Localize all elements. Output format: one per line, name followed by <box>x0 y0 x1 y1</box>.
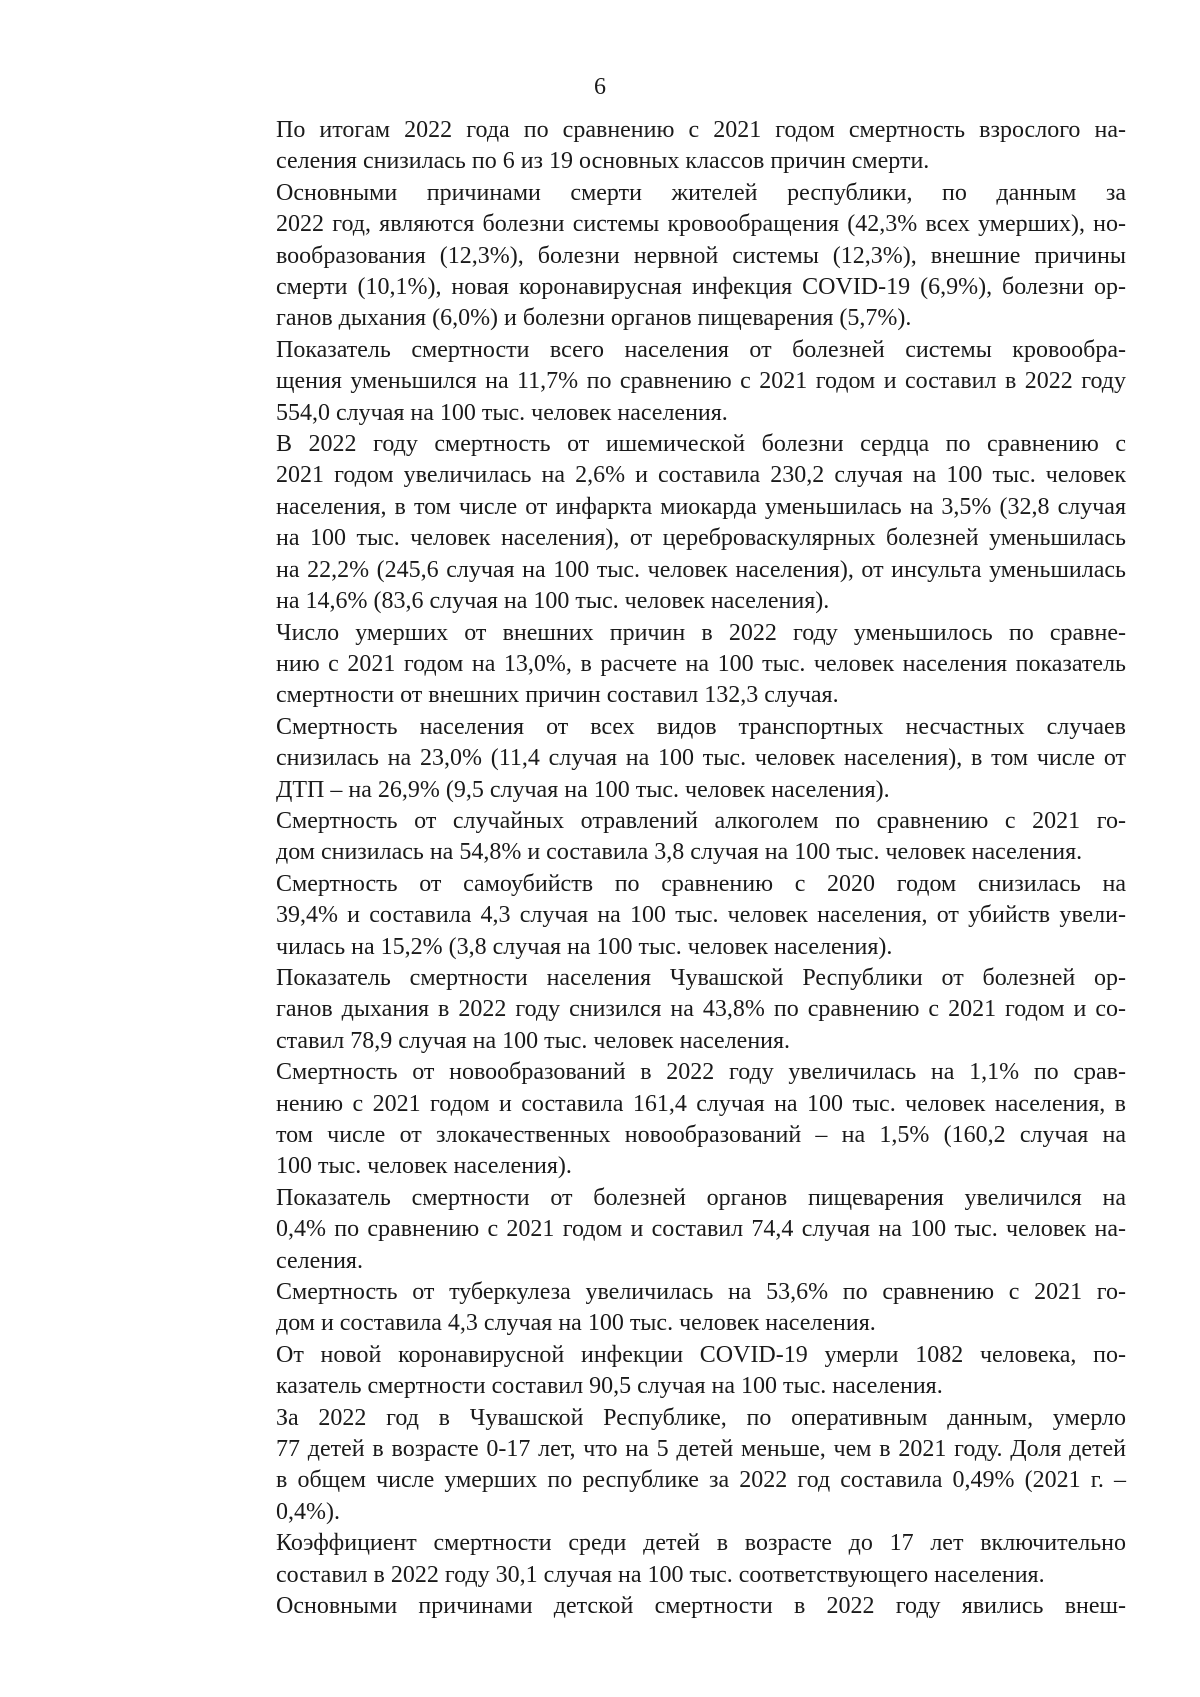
text-line: в общем числе умерших по республике за 2022 год составила 0,49% (2021 г. – <box>276 1467 1126 1494</box>
text-line: Смертность от самоубийств по сравнению с 2020 годом снизилась на <box>276 870 1126 897</box>
paragraph <box>202 1057 1126 1183</box>
text-line: смертности от внешних причин составил 132,3 случая. <box>276 682 839 709</box>
text-line: 554,0 случая на 100 тыс. человек населения. <box>276 399 728 426</box>
text-line: От новой коронавирусной инфекции COVID-19 умерли 1082 человека, по- <box>276 1341 1126 1368</box>
text-line: Смертность от случайных отравлений алкоголем по сравнению с 2021 го- <box>276 807 1126 834</box>
text-line: 0,4%). <box>276 1498 340 1525</box>
paragraph <box>202 1183 1126 1277</box>
text-line: Смертность от новообразований в 2022 году увеличилась на 1,1% по срав- <box>276 1059 1126 1086</box>
text-line: Коэффициент смертности среди детей в возрасте до 17 лет включительно <box>276 1530 1126 1557</box>
text-line: По итогам 2022 года по сравнению с 2021 годом смертность взрослого на- <box>276 117 1126 143</box>
text-line: 100 тыс. человек населения). <box>276 1153 572 1180</box>
text-line: нению с 2021 годом и составила 161,4 случая на 100 тыс. человек населения, в <box>276 1090 1126 1117</box>
page-number: 6 <box>594 74 606 100</box>
text-line: вообразования (12,3%), болезни нервной системы (12,3%), внешние причины <box>276 242 1126 269</box>
paragraph <box>202 1277 1126 1340</box>
text-line: казатель смертности составил 90,5 случая на 100 тыс. населения. <box>276 1373 943 1400</box>
text-line: составил в 2022 году 30,1 случая на 100 тыс. соответствующего населения. <box>276 1561 1045 1588</box>
text-line: населения, в том числе от инфаркта миокарда уменьшилась на 3,5% (32,8 случая <box>276 493 1126 520</box>
text-line: нию с 2021 годом на 13,0%, в расчете на 100 тыс. человек населения показатель <box>276 650 1126 677</box>
text-line: Показатель смертности населения Чувашской Республики от болезней ор- <box>276 964 1126 991</box>
text-line: Число умерших от внешних причин в 2022 году уменьшилось по сравне- <box>276 619 1126 646</box>
text-line: селения снизилась по 6 из 19 основных классов причин смерти. <box>276 148 930 175</box>
text-line: том числе от злокачественных новообразований – на 1,5% (160,2 случая на <box>276 1122 1126 1148</box>
paragraph <box>202 429 1126 617</box>
text-line: 77 детей в возрасте 0-17 лет, что на 5 детей меньше, чем в 2021 году. Доля детей <box>276 1436 1126 1463</box>
text-line: Смертность населения от всех видов транспортных несчастных случаев <box>276 713 1126 740</box>
paragraph <box>202 869 1126 963</box>
paragraph <box>202 963 1126 1057</box>
text-line: селения. <box>276 1247 363 1274</box>
text-line: на 14,6% (83,6 случая на 100 тыс. человек населения). <box>276 588 830 615</box>
text-line: 2022 год, являются болезни системы кровообращения (42,3% всех умерших), но- <box>276 211 1126 238</box>
text-line: 2021 годом увеличилась на 2,6% и составила 230,2 случая на 100 тыс. человек <box>276 462 1126 489</box>
text-line: В 2022 году смертность от ишемической болезни сердца по сравнению с <box>276 431 1126 458</box>
text-line: щения уменьшился на 11,7% по сравнению с 2021 годом и составил в 2022 году <box>276 368 1126 395</box>
paragraph <box>202 1340 1126 1403</box>
text-line: дом и составила 4,3 случая на 100 тыс. человек населения. <box>276 1310 876 1337</box>
text-line: чилась на 15,2% (3,8 случая на 100 тыс. человек населения). <box>276 933 893 960</box>
paragraph <box>202 335 1126 429</box>
text-line: 39,4% и составила 4,3 случая на 100 тыс. человек населения, от убийств увели- <box>276 902 1126 929</box>
text-line: смерти (10,1%), новая коронавирусная инфекция COVID-19 (6,9%), болезни ор- <box>276 274 1126 301</box>
text-line: ДТП – на 26,9% (9,5 случая на 100 тыс. человек населения). <box>276 776 890 803</box>
text-line: Основными причинами смерти жителей республики, по данным за <box>276 179 1126 206</box>
text-line: За 2022 год в Чувашской Республике, по оперативным данным, умерло <box>276 1404 1126 1431</box>
text-line: на 22,2% (245,6 случая на 100 тыс. человек населения), от инсульта уменьшилась <box>276 556 1126 583</box>
paragraph <box>202 1591 1126 1622</box>
paragraph <box>202 806 1126 869</box>
text-line: на 100 тыс. человек населения), от цереброваскулярных болезней уменьшилась <box>276 525 1126 552</box>
text-line: ганов дыхания (6,0%) и болезни органов пищеварения (5,7%). <box>276 305 912 332</box>
paragraph <box>202 178 1126 335</box>
text-line: дом снизилась на 54,8% и составила 3,8 случая на 100 тыс. человек населения. <box>276 839 1083 866</box>
text-line: Основными причинами детской смертности в 2022 году явились внеш- <box>276 1593 1126 1620</box>
text-line: Смертность от туберкулеза увеличилась на 53,6% по сравнению с 2021 го- <box>276 1279 1126 1306</box>
text-line: Показатель смертности от болезней органов пищеварения увеличился на <box>276 1184 1126 1211</box>
paragraph <box>202 618 1126 712</box>
paragraph <box>202 1528 1126 1591</box>
text-line: 0,4% по сравнению с 2021 годом и составил 74,4 случая на 100 тыс. человек на- <box>276 1216 1126 1243</box>
document-body <box>202 115 1126 1623</box>
text-line: снизилась на 23,0% (11,4 случая на 100 тыс. человек населения), в том числе от <box>276 745 1126 772</box>
text-line: ставил 78,9 случая на 100 тыс. человек населения. <box>276 1027 791 1054</box>
text-line: Показатель смертности всего населения от болезней системы кровообра- <box>276 336 1126 363</box>
text-line: ганов дыхания в 2022 году снизился на 43,8% по сравнению с 2021 годом и со- <box>276 996 1126 1023</box>
paragraph <box>202 712 1126 806</box>
paragraph <box>202 1403 1126 1529</box>
paragraph <box>202 115 1126 178</box>
